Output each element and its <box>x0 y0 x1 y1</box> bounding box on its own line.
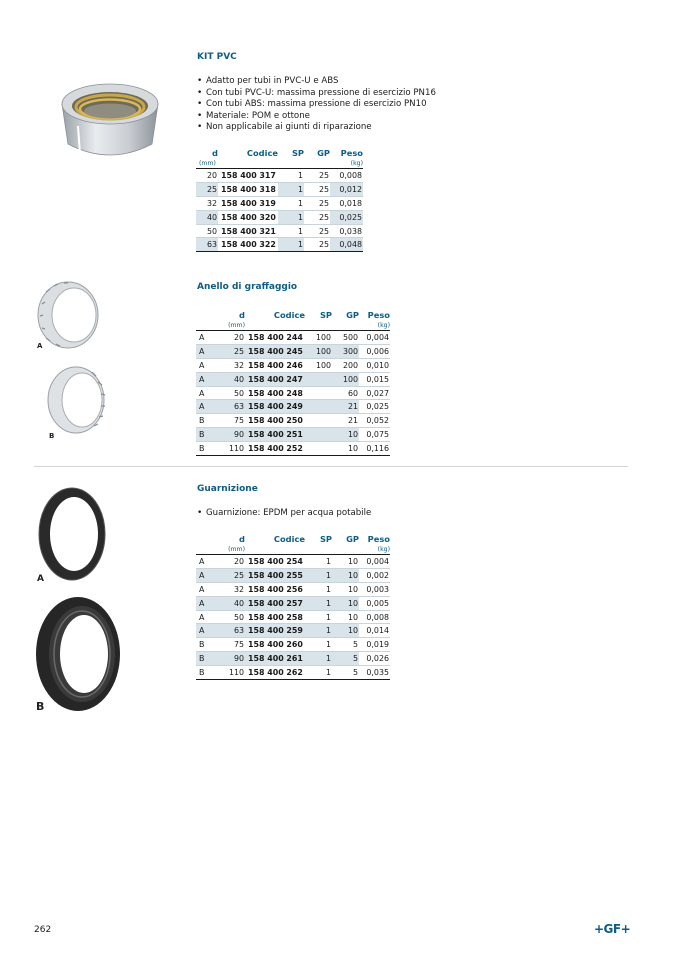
table-row <box>196 224 363 238</box>
cell-peso: 0,075 <box>359 428 390 442</box>
cell-codice: 158 400 320 <box>218 210 278 224</box>
cell-d: 20 <box>220 331 245 345</box>
table-row <box>196 652 390 666</box>
col-header-codice: Codice <box>273 533 305 544</box>
cell-gp: 60 <box>332 386 359 400</box>
gasket-label-b: B <box>36 700 45 713</box>
cell-gp: 100 <box>332 372 359 386</box>
cell-d: 63 <box>220 624 245 638</box>
cell-peso: 0,003 <box>359 582 390 596</box>
cell-d: 20 <box>196 169 218 183</box>
cell-t: A <box>196 372 220 386</box>
gf-logo: +GF+ <box>594 922 631 936</box>
cell-sp <box>305 428 332 442</box>
cell-peso: 0,005 <box>359 596 390 610</box>
cell-t: B <box>196 414 220 428</box>
col-header-gp: GP <box>346 309 359 320</box>
cell-peso: 0,116 <box>359 442 390 456</box>
table-row <box>196 596 390 610</box>
unit-peso: (kg) <box>377 545 390 553</box>
feature-item: • Materiale: POM e ottone <box>197 111 436 123</box>
col-header-codice: Codice <box>246 147 278 158</box>
cell-sp: 1 <box>305 666 332 680</box>
cell-sp: 100 <box>305 344 332 358</box>
table-row <box>196 414 390 428</box>
cell-gp: 10 <box>332 624 359 638</box>
cell-codice: 158 400 317 <box>218 169 278 183</box>
cell-codice: 158 400 252 <box>245 442 305 456</box>
cell-sp: 1 <box>305 555 332 569</box>
anello-title: Anello di graffaggio <box>197 282 298 292</box>
cell-sp: 1 <box>278 169 304 183</box>
cell-d: 40 <box>220 372 245 386</box>
cell-gp: 10 <box>332 582 359 596</box>
cell-d: 40 <box>220 596 245 610</box>
cell-codice: 158 400 260 <box>245 638 305 652</box>
cell-d: 50 <box>196 224 218 238</box>
kit-pvc-features <box>197 76 436 134</box>
cell-gp: 25 <box>304 182 330 196</box>
cell-peso: 0,038 <box>330 224 363 238</box>
cell-peso: 0,025 <box>330 210 363 224</box>
cell-codice: 158 400 257 <box>245 596 305 610</box>
col-header-sp: SP <box>319 533 332 544</box>
table-row <box>196 169 363 183</box>
table-row <box>196 372 390 386</box>
cell-gp: 25 <box>304 196 330 210</box>
cell-peso: 0,026 <box>359 652 390 666</box>
cell-gp: 10 <box>332 555 359 569</box>
cell-codice: 158 400 246 <box>245 358 305 372</box>
cell-codice: 158 400 250 <box>245 414 305 428</box>
cell-gp: 10 <box>332 596 359 610</box>
cell-gp: 25 <box>304 210 330 224</box>
cell-t: A <box>196 596 220 610</box>
cell-sp: 1 <box>278 210 304 224</box>
cell-d: 63 <box>220 400 245 414</box>
cell-sp: 1 <box>305 582 332 596</box>
cell-sp: 100 <box>305 331 332 345</box>
cell-t: B <box>196 638 220 652</box>
cell-gp: 25 <box>304 169 330 183</box>
cell-peso: 0,008 <box>359 610 390 624</box>
grip-ring-a-image <box>34 280 104 350</box>
cell-d: 110 <box>220 666 245 680</box>
feature-item: • Adatto per tubi in PVC-U e ABS <box>197 76 436 88</box>
cell-sp: 1 <box>278 182 304 196</box>
cell-codice: 158 400 248 <box>245 386 305 400</box>
cell-gp: 25 <box>304 238 330 252</box>
table-row <box>196 386 390 400</box>
cell-sp <box>305 372 332 386</box>
cell-sp: 1 <box>305 638 332 652</box>
cell-d: 90 <box>220 428 245 442</box>
cell-codice: 158 400 247 <box>245 372 305 386</box>
cell-d: 25 <box>196 182 218 196</box>
cell-t: A <box>196 555 220 569</box>
col-header-d: d <box>212 147 218 158</box>
table-row <box>196 400 390 414</box>
unit-d: (mm) <box>228 321 245 329</box>
cell-peso: 0,008 <box>330 169 363 183</box>
section-divider <box>34 466 628 467</box>
cell-codice: 158 400 244 <box>245 331 305 345</box>
cell-peso: 0,014 <box>359 624 390 638</box>
table-row <box>196 624 390 638</box>
cell-peso: 0,002 <box>359 568 390 582</box>
cell-gp: 500 <box>332 331 359 345</box>
feature-item: • Con tubi ABS: massima pressione di esercizio PN10 <box>197 99 436 111</box>
cell-peso: 0,035 <box>359 666 390 680</box>
cell-gp: 200 <box>332 358 359 372</box>
col-header-gp: GP <box>346 533 359 544</box>
cell-gp: 10 <box>332 428 359 442</box>
kit-pvc-nut-image <box>56 66 164 164</box>
cell-gp: 21 <box>332 414 359 428</box>
cell-codice: 158 400 256 <box>245 582 305 596</box>
cell-codice: 158 400 258 <box>245 610 305 624</box>
table-row <box>196 582 390 596</box>
cell-sp: 100 <box>305 358 332 372</box>
gasket-label-a: A <box>37 574 44 584</box>
grip-ring-label-a: A <box>37 342 43 350</box>
cell-codice: 158 400 245 <box>245 344 305 358</box>
cell-codice: 158 400 251 <box>245 428 305 442</box>
cell-gp: 5 <box>332 666 359 680</box>
grip-ring-label-b: B <box>49 432 55 440</box>
guarnizione-features <box>197 508 371 520</box>
cell-t: B <box>196 428 220 442</box>
cell-sp: 1 <box>305 624 332 638</box>
cell-codice: 158 400 261 <box>245 652 305 666</box>
cell-codice: 158 400 255 <box>245 568 305 582</box>
cell-codice: 158 400 321 <box>218 224 278 238</box>
feature-item: • Guarnizione: EPDM per acqua potabile <box>197 508 371 520</box>
col-header-sp: SP <box>319 309 332 320</box>
cell-peso: 0,052 <box>359 414 390 428</box>
table-row <box>196 210 363 224</box>
col-header-peso: Peso <box>367 533 390 544</box>
cell-d: 75 <box>220 414 245 428</box>
col-header-codice: Codice <box>273 309 305 320</box>
cell-codice: 158 400 254 <box>245 555 305 569</box>
cell-d: 20 <box>220 555 245 569</box>
cell-d: 32 <box>220 582 245 596</box>
cell-sp: 1 <box>305 568 332 582</box>
cell-gp: 21 <box>332 400 359 414</box>
feature-item: • Non applicabile ai giunti di riparazione <box>197 122 436 134</box>
cell-codice: 158 400 259 <box>245 624 305 638</box>
cell-peso: 0,004 <box>359 331 390 345</box>
cell-sp <box>305 414 332 428</box>
cell-sp <box>305 400 332 414</box>
kit-pvc-table <box>196 147 363 252</box>
cell-peso: 0,048 <box>330 238 363 252</box>
col-header-peso: Peso <box>340 147 363 158</box>
cell-sp: 1 <box>305 610 332 624</box>
cell-gp: 25 <box>304 224 330 238</box>
cell-d: 75 <box>220 638 245 652</box>
grip-ring-b-image <box>44 364 110 436</box>
cell-t: B <box>196 666 220 680</box>
col-header-peso: Peso <box>367 309 390 320</box>
cell-codice: 158 400 318 <box>218 182 278 196</box>
cell-t: B <box>196 652 220 666</box>
cell-gp: 10 <box>332 568 359 582</box>
cell-d: 110 <box>220 442 245 456</box>
table-row <box>196 358 390 372</box>
cell-peso: 0,010 <box>359 358 390 372</box>
table-row <box>196 428 390 442</box>
cell-peso: 0,004 <box>359 555 390 569</box>
unit-peso: (kg) <box>377 321 390 329</box>
cell-d: 50 <box>220 386 245 400</box>
unit-d: (mm) <box>199 159 216 167</box>
unit-d: (mm) <box>228 545 245 553</box>
gasket-b-image <box>34 594 124 714</box>
cell-gp: 5 <box>332 652 359 666</box>
table-row <box>196 610 390 624</box>
cell-gp: 5 <box>332 638 359 652</box>
cell-t: A <box>196 568 220 582</box>
cell-t: A <box>196 610 220 624</box>
col-header-gp: GP <box>317 147 330 158</box>
table-row <box>196 442 390 456</box>
cell-d: 63 <box>196 238 218 252</box>
cell-gp: 10 <box>332 442 359 456</box>
feature-item: • Con tubi PVC-U: massima pressione di esercizio PN16 <box>197 88 436 100</box>
guarnizione-table <box>196 533 390 680</box>
cell-peso: 0,012 <box>330 182 363 196</box>
cell-d: 25 <box>220 568 245 582</box>
table-row <box>196 666 390 680</box>
cell-t: A <box>196 358 220 372</box>
cell-t: A <box>196 386 220 400</box>
cell-d: 40 <box>196 210 218 224</box>
table-row <box>196 568 390 582</box>
col-header-d: d <box>239 533 245 544</box>
cell-gp: 10 <box>332 610 359 624</box>
anello-table <box>196 309 390 456</box>
table-row <box>196 182 363 196</box>
cell-sp <box>305 386 332 400</box>
table-row <box>196 331 390 345</box>
cell-codice: 158 400 322 <box>218 238 278 252</box>
cell-sp: 1 <box>305 652 332 666</box>
cell-gp: 300 <box>332 344 359 358</box>
cell-sp: 1 <box>305 596 332 610</box>
cell-d: 25 <box>220 344 245 358</box>
cell-t: B <box>196 442 220 456</box>
cell-t: A <box>196 344 220 358</box>
cell-codice: 158 400 249 <box>245 400 305 414</box>
cell-t: A <box>196 624 220 638</box>
unit-peso: (kg) <box>350 159 363 167</box>
cell-peso: 0,006 <box>359 344 390 358</box>
cell-d: 32 <box>196 196 218 210</box>
guarnizione-title: Guarnizione <box>197 484 258 494</box>
cell-sp: 1 <box>278 238 304 252</box>
cell-peso: 0,027 <box>359 386 390 400</box>
page-number: 262 <box>34 925 52 935</box>
table-row <box>196 344 390 358</box>
col-header-sp: SP <box>291 147 304 158</box>
cell-codice: 158 400 262 <box>245 666 305 680</box>
cell-d: 90 <box>220 652 245 666</box>
kit-pvc-title: KIT PVC <box>197 52 237 62</box>
cell-d: 32 <box>220 358 245 372</box>
col-header-d: d <box>239 309 245 320</box>
cell-sp <box>305 442 332 456</box>
cell-t: A <box>196 582 220 596</box>
cell-codice: 158 400 319 <box>218 196 278 210</box>
table-row <box>196 638 390 652</box>
table-row <box>196 196 363 210</box>
cell-t: A <box>196 331 220 345</box>
cell-d: 50 <box>220 610 245 624</box>
cell-peso: 0,025 <box>359 400 390 414</box>
gasket-a-image <box>36 484 108 584</box>
cell-sp: 1 <box>278 224 304 238</box>
cell-peso: 0,019 <box>359 638 390 652</box>
cell-sp: 1 <box>278 196 304 210</box>
table-row <box>196 238 363 252</box>
cell-t: A <box>196 400 220 414</box>
cell-peso: 0,015 <box>359 372 390 386</box>
table-row <box>196 555 390 569</box>
cell-peso: 0,018 <box>330 196 363 210</box>
